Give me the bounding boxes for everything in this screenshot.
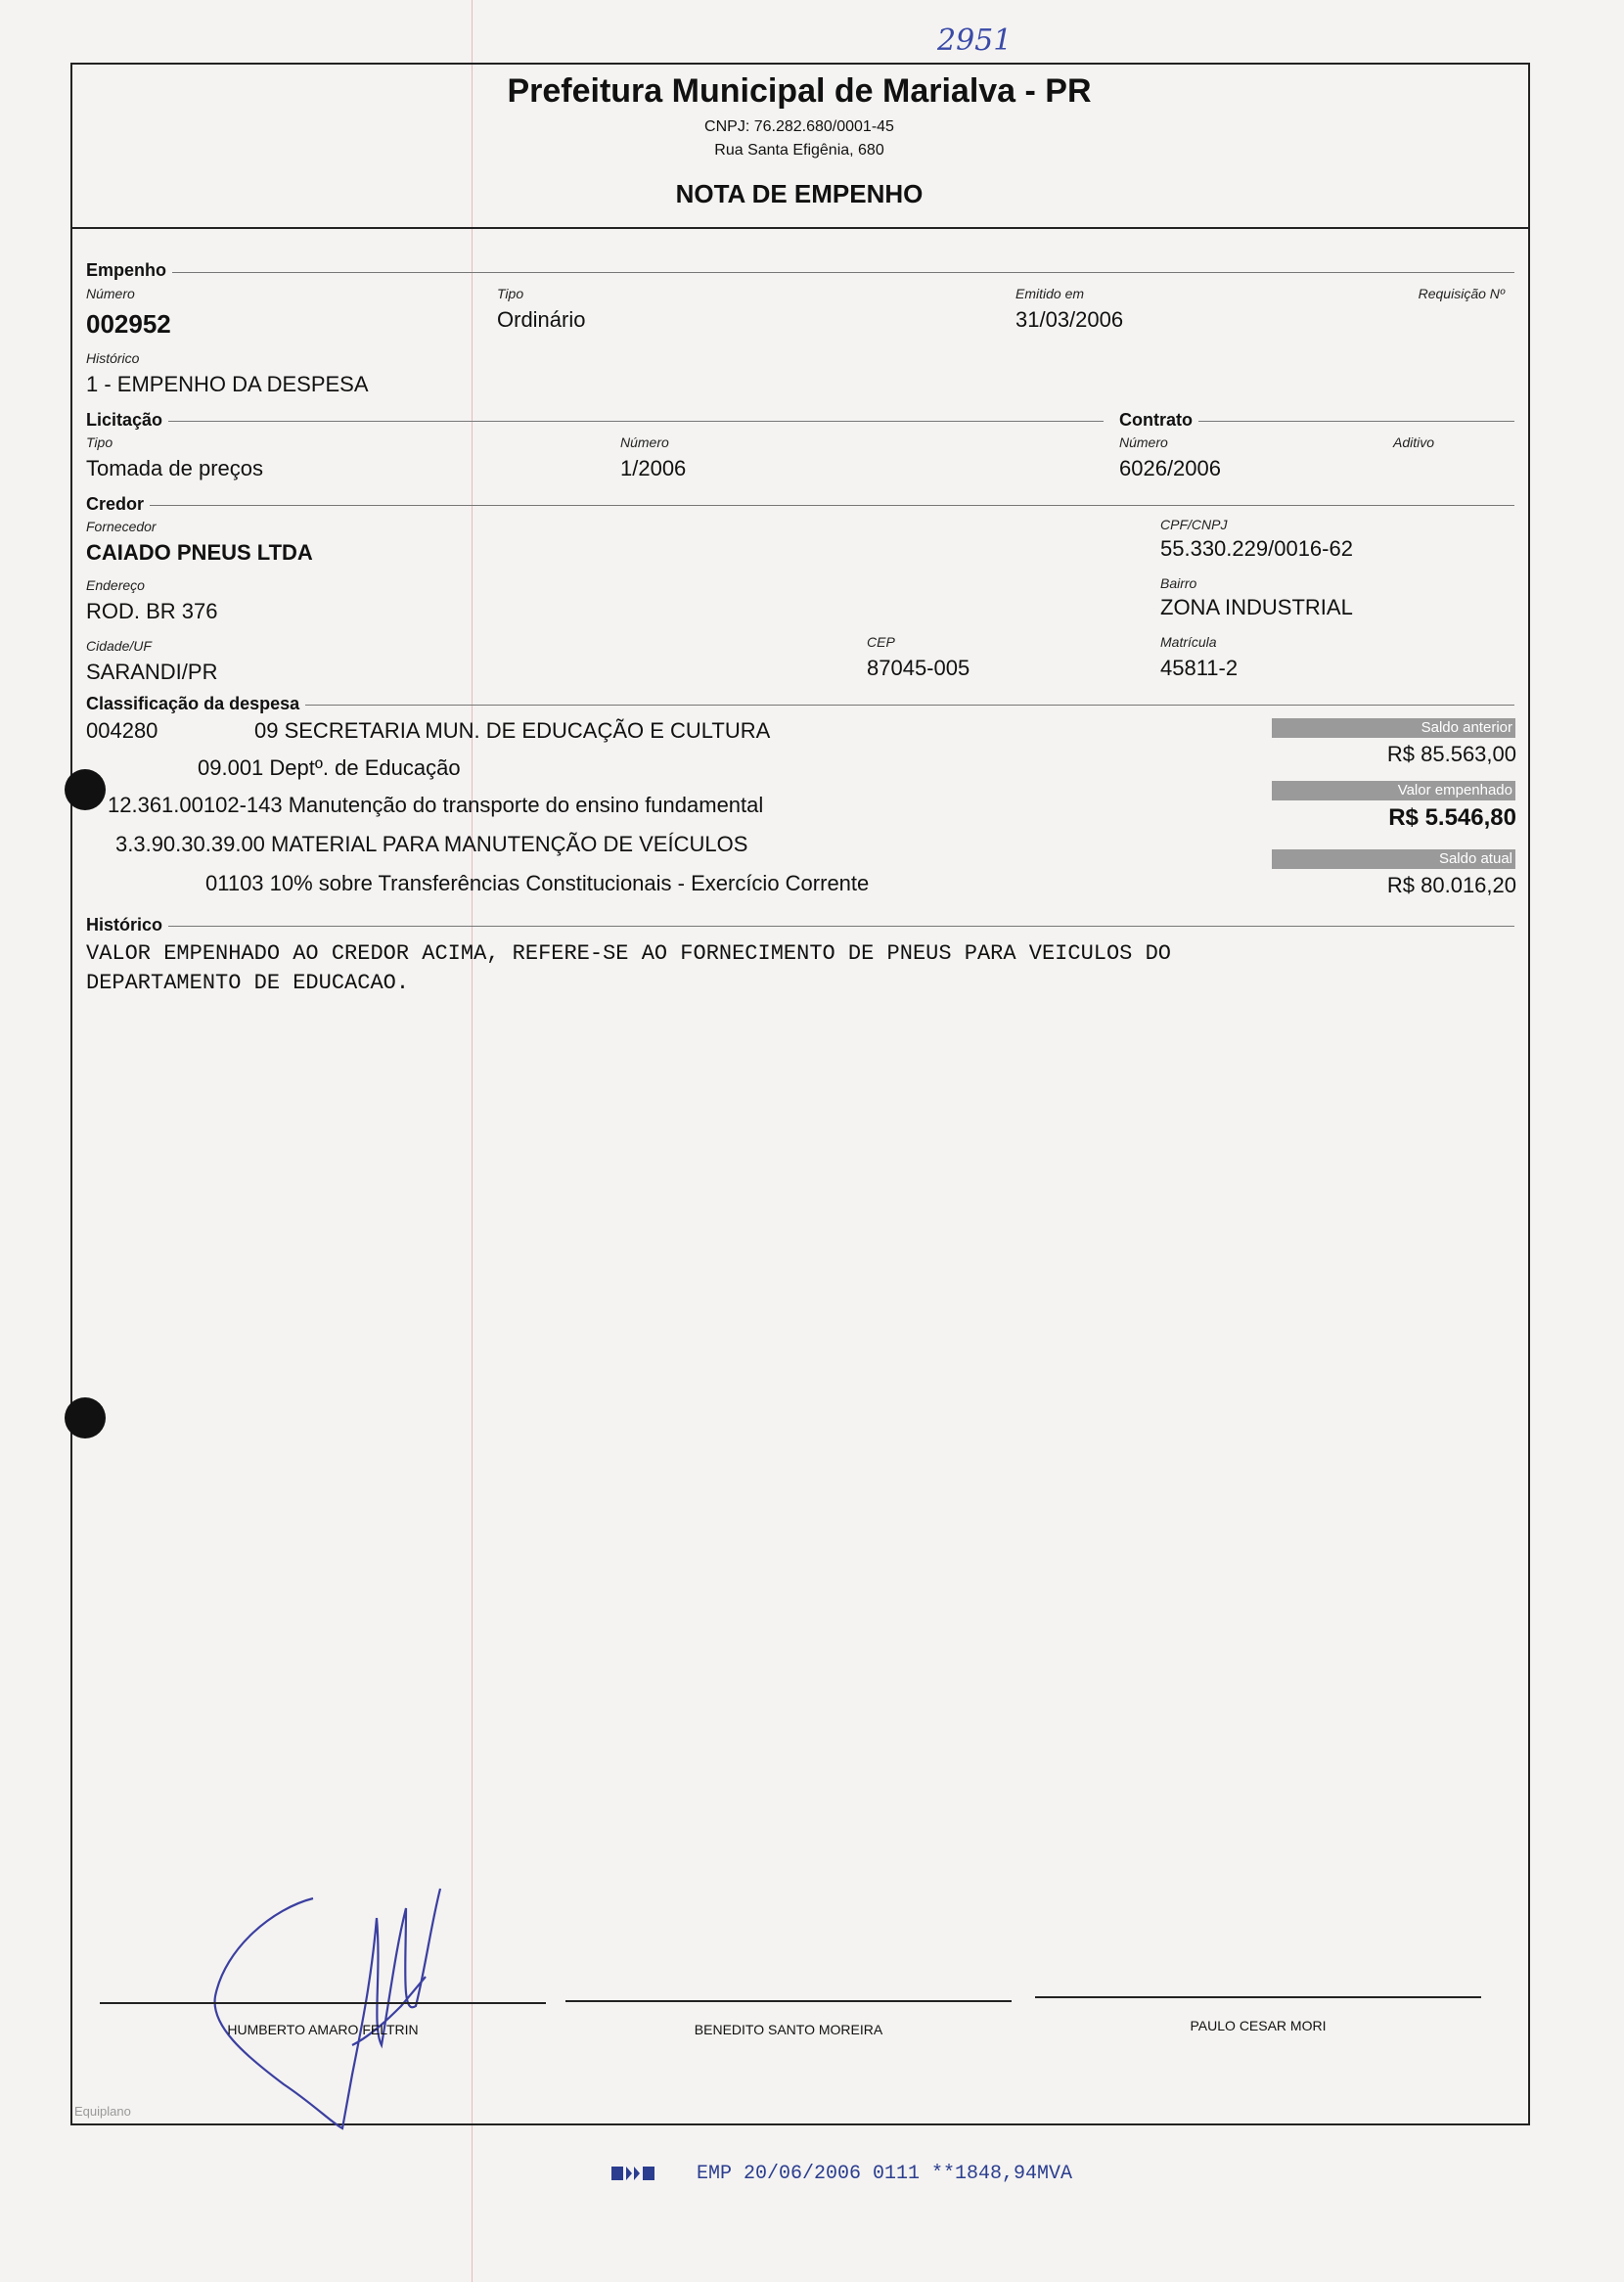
- bottom-stamp: EMP 20/06/2006 0111 **1848,94MVA: [697, 2163, 1073, 2185]
- empenho-rule: [86, 272, 1514, 273]
- saldo-atual-label: Saldo atual: [1272, 849, 1515, 869]
- punch-hole-top: [65, 769, 106, 810]
- historico-section-title: Histórico: [86, 915, 168, 936]
- contrato-aditivo-label: Aditivo: [1393, 434, 1435, 450]
- signature-name-3: PAULO CESAR MORI: [1190, 2018, 1327, 2033]
- signature-name-2: BENEDITO SANTO MOREIRA: [694, 2022, 883, 2037]
- address-line: Rua Santa Efigênia, 680: [714, 142, 884, 159]
- valor-empenhado-value: R$ 5.546,80: [1388, 804, 1516, 831]
- requisicao-label: Requisição Nº: [1418, 286, 1505, 301]
- classificacao-code: 004280: [86, 718, 158, 743]
- licitacao-numero-label: Número: [620, 434, 669, 450]
- classificacao-orgao: 09 SECRETARIA MUN. DE EDUCAÇÃO E CULTURA: [254, 718, 771, 743]
- historico-line-1: VALOR EMPENHADO AO CREDOR ACIMA, REFERE-SE AO FORNECIMENTO DE PNEUS PARA VEICULOS DO: [86, 941, 1171, 966]
- footer-brand: Equiplano: [74, 2104, 131, 2119]
- contrato-section-title: Contrato: [1119, 410, 1198, 431]
- signature-name-1: HUMBERTO AMARO FELTRIN: [227, 2022, 419, 2037]
- empenho-historico: 1 - EMPENHO DA DESPESA: [86, 372, 369, 396]
- municipality-title: Prefeitura Municipal de Marialva - PR: [507, 72, 1092, 110]
- classificacao-elemento: 3.3.90.30.39.00 MATERIAL PARA MANUTENÇÃO DE VEÍCULOS: [115, 832, 748, 856]
- classificacao-unidade: 09.001 Deptº. de Educação: [198, 755, 461, 780]
- bairro: ZONA INDUSTRIAL: [1160, 595, 1353, 619]
- classificacao-fonte: 01103 10% sobre Transferências Constitucionais - Exercício Corrente: [205, 871, 870, 895]
- classificacao-programa: 12.361.00102-143 Manutenção do transporte do ensino fundamental: [108, 793, 764, 817]
- credor-rule: [86, 505, 1514, 506]
- endereco: ROD. BR 376: [86, 599, 218, 623]
- licitacao-tipo-label: Tipo: [86, 434, 113, 450]
- punch-hole-bottom: [65, 1397, 106, 1438]
- contrato-numero-label: Número: [1119, 434, 1168, 450]
- licitacao-section-title: Licitação: [86, 410, 168, 431]
- saldo-anterior-value: R$ 85.563,00: [1386, 742, 1516, 766]
- valor-empenhado-label: Valor empenhado: [1272, 781, 1515, 800]
- historico-rule: [86, 926, 1514, 927]
- licitacao-numero: 1/2006: [620, 456, 687, 480]
- header: [70, 72, 1528, 209]
- empenho-tipo: Ordinário: [497, 307, 586, 332]
- cnpj-label: CPF/CNPJ: [1160, 517, 1228, 532]
- credor-cnpj: 55.330.229/0016-62: [1160, 536, 1353, 561]
- saldo-anterior-label: Saldo anterior: [1272, 718, 1515, 738]
- cep-label: CEP: [867, 634, 895, 650]
- fornecedor-name: CAIADO PNEUS LTDA: [86, 540, 313, 565]
- saldo-atual-value: R$ 80.016,20: [1386, 873, 1516, 897]
- document-title: NOTA DE EMPENHO: [675, 179, 924, 208]
- signature-scribble: [205, 1859, 470, 2133]
- endereco-label: Endereço: [86, 577, 145, 593]
- matricula: 45811-2: [1160, 656, 1239, 680]
- signature-line-1: [100, 2002, 546, 2004]
- cidade: SARANDI/PR: [86, 660, 218, 684]
- empenho-numero: 002952: [86, 309, 171, 339]
- licitacao-rule: [86, 421, 1104, 422]
- cnpj-line: CNPJ: 76.282.680/0001-45: [704, 118, 894, 135]
- empenho-numero-label: Número: [86, 286, 135, 301]
- licitacao-tipo: Tomada de preços: [86, 456, 263, 480]
- cidade-label: Cidade/UF: [86, 638, 152, 654]
- bairro-label: Bairro: [1160, 575, 1197, 591]
- fornecedor-label: Fornecedor: [86, 519, 157, 534]
- emitido-label: Emitido em: [1015, 286, 1085, 301]
- emitido-date: 31/03/2006: [1015, 307, 1124, 332]
- empenho-section-title: Empenho: [86, 260, 172, 281]
- header-divider: [70, 227, 1528, 229]
- empenho-tipo-label: Tipo: [497, 286, 524, 301]
- signature-line-3: [1035, 1996, 1481, 1998]
- handwritten-page-number: 2951: [937, 23, 1013, 58]
- signature-line-2: [565, 2000, 1012, 2002]
- historico-line-2: DEPARTAMENTO DE EDUCACAO.: [86, 971, 410, 995]
- classificacao-section-title: Classificação da despesa: [86, 694, 305, 714]
- empenho-historico-label: Histórico: [86, 350, 140, 366]
- matricula-label: Matrícula: [1160, 634, 1217, 650]
- contrato-numero: 6026/2006: [1119, 456, 1221, 480]
- credor-section-title: Credor: [86, 494, 150, 515]
- stamp-logo: [610, 2163, 655, 2184]
- cep: 87045-005: [867, 656, 970, 680]
